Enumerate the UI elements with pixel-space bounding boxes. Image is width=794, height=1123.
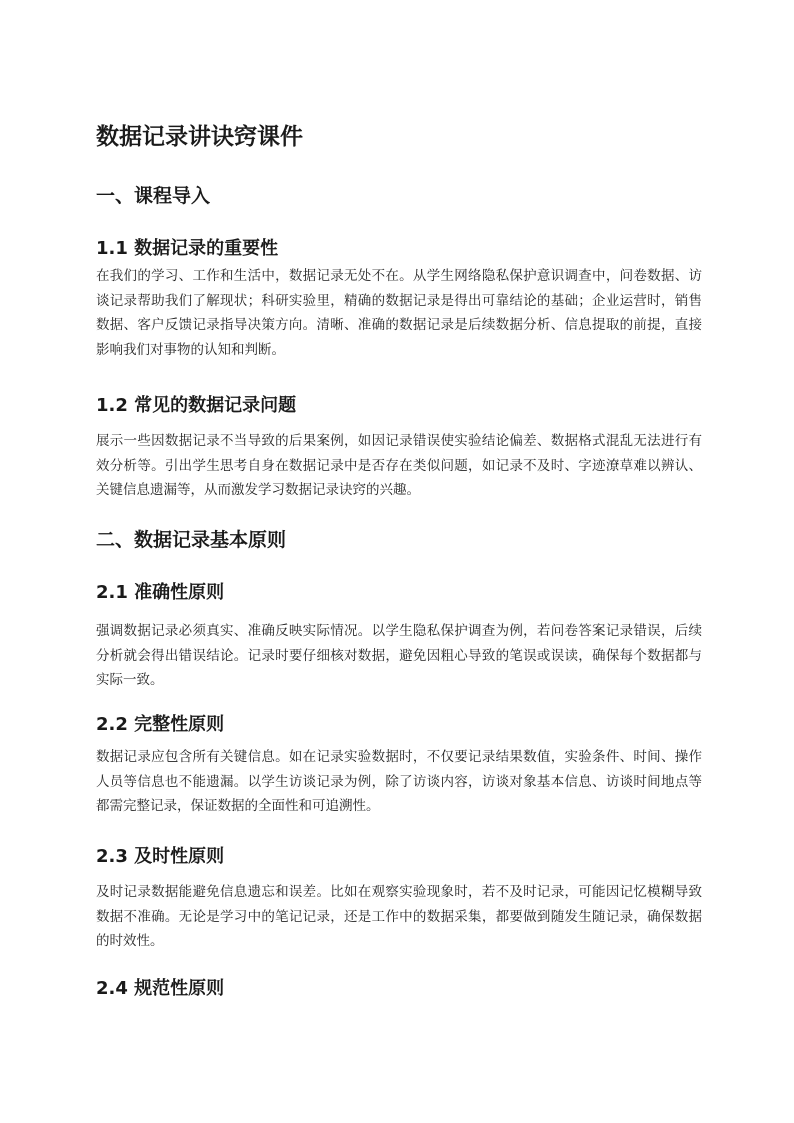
- paragraph-1-1: 在我们的学习、工作和生活中，数据记录无处不在。从学生网络隐私保护意识调查中，问卷数据、访谈记录帮助我们了解现状；科研实验里，精确的数据记录是得出可靠结论的基础；企业运营时，销售数据、客户反馈记录指导决策方向。清晰、准确的数据记录是后续数据分析、信息提取的前提，直接影响我们对事物的认知和判断。: [96, 268, 702, 358]
- paragraph-2-3: 及时记录数据能避免信息遗忘和误差。比如在观察实验现象时，若不及时记录，可能因记忆模糊导致数据不准确。无论是学习中的笔记记录，还是工作中的数据采集，都要做到随发生随记录，确保数据的时效性。: [96, 884, 702, 949]
- document-title: 数据记录讲诀窍课件: [96, 124, 303, 150]
- subsection-heading-2-3: 2.3 及时性原则: [96, 846, 225, 867]
- paragraph-1-2: 展示一些因数据记录不当导致的后果案例，如因记录错误使实验结论偏差、数据格式混乱无法进行有效分析等。引出学生思考自身在数据记录中是否存在类似问题，如记录不及时、字迹潦草难以辨认、关键信息遗漏等，从而激发学习数据记录诀窍的兴趣。: [96, 433, 702, 498]
- section-heading-principles: 二、数据记录基本原则: [96, 529, 287, 551]
- subsection-heading-2-2: 2.2 完整性原则: [96, 714, 225, 735]
- subsection-heading-1-2: 1.2 常见的数据记录问题: [96, 395, 297, 416]
- section-heading-intro: 一、课程导入: [96, 185, 211, 207]
- subsection-heading-1-1: 1.1 数据记录的重要性: [96, 238, 279, 259]
- paragraph-2-1: 强调数据记录必须真实、准确反映实际情况。以学生隐私保护调查为例，若问卷答案记录错误，后续分析就会得出错误结论。记录时要仔细核对数据，避免因粗心导致的笔误或误读，确保每个数据都与实际一致。: [96, 623, 702, 688]
- paragraph-2-2: 数据记录应包含所有关键信息。如在记录实验数据时，不仅要记录结果数值，实验条件、时间、操作人员等信息也不能遗漏。以学生访谈记录为例，除了访谈内容，访谈对象基本信息、访谈时间地点等都需完整记录，保证数据的全面性和可追溯性。: [96, 749, 702, 814]
- subsection-heading-2-1: 2.1 准确性原则: [96, 582, 225, 603]
- subsection-heading-2-4: 2.4 规范性原则: [96, 978, 225, 999]
